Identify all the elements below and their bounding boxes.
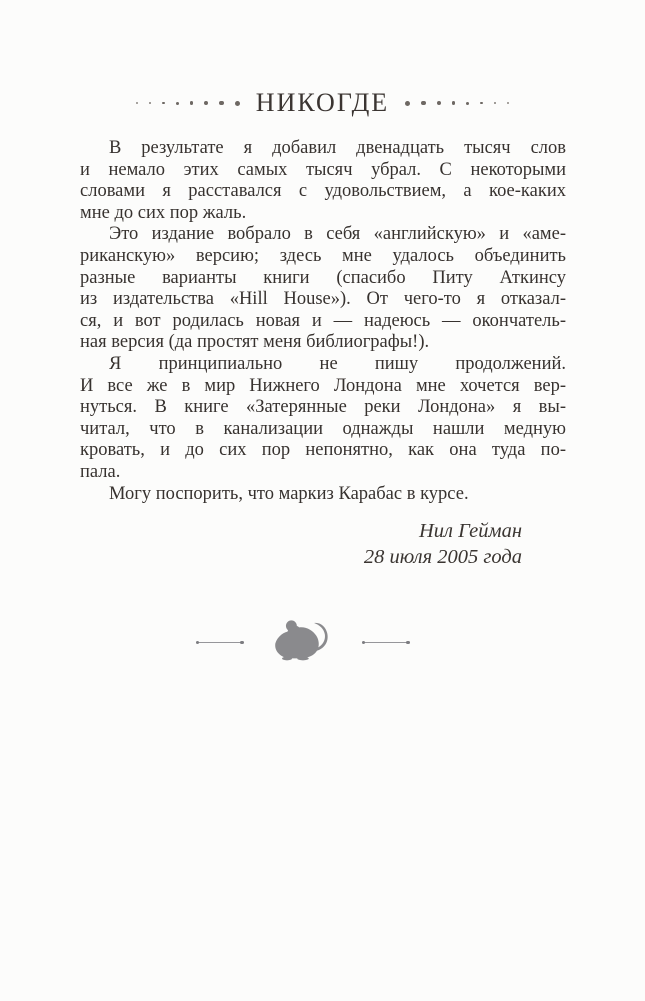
- text-line: разные варианты книги (спасибо Питу Аткинсу: [80, 267, 566, 288]
- text-line: Могу поспорить, что маркиз Карабас в курсе.: [109, 483, 469, 504]
- divider-rule-left: [197, 642, 243, 643]
- signature-date: 28 июля 2005 года: [363, 545, 522, 568]
- signature-name: Нил Гейман: [418, 520, 522, 543]
- dot: [480, 102, 483, 105]
- scene-divider: [0, 612, 645, 662]
- dot: [176, 102, 179, 105]
- dot: [405, 101, 410, 106]
- text-line: В результате я добавил двенадцать тысяч слов: [109, 138, 566, 158]
- dot: [507, 102, 509, 104]
- dot: [162, 102, 165, 105]
- text-line: ная версия (да простят меня библиографы!).: [80, 332, 430, 353]
- dot: [421, 101, 426, 106]
- running-header: [0, 88, 645, 118]
- dot: [219, 101, 224, 106]
- signature: [80, 519, 566, 570]
- text-line: риканскую» версию; здесь мне удалось объединить: [80, 245, 566, 266]
- header-dots-right: [405, 101, 509, 106]
- dot: [452, 101, 456, 105]
- paragraph: [80, 138, 566, 224]
- text-line: Я принципиально не пишу продолжений.: [109, 353, 566, 374]
- dot: [437, 101, 441, 105]
- divider-rule-right: [363, 642, 409, 643]
- dot: [235, 101, 240, 106]
- text-line: из издательства «Hill House»). От чего-то я отказал-: [80, 289, 566, 310]
- dot: [136, 102, 138, 104]
- paragraph: [80, 354, 566, 484]
- dot: [190, 101, 194, 105]
- paragraph: [80, 484, 566, 506]
- book-title: НИКОГДЕ: [255, 88, 390, 117]
- text-line: читал, что в канализации однажды нашли медную: [80, 418, 566, 439]
- text-line: словами я расставался с удовольствием, а кое-каких: [80, 181, 566, 202]
- text-line: пала.: [80, 461, 121, 482]
- dot: [466, 102, 469, 105]
- dot: [204, 101, 208, 105]
- paragraph: [80, 224, 566, 354]
- text-line: ся, и вот родилась новая и — надеюсь — окончатель-: [80, 310, 566, 331]
- text-line: мне до сих пор жаль.: [80, 202, 247, 223]
- text-line: Это издание вобрало в себя «английскую» и «аме-: [109, 224, 566, 245]
- header-dots-left: [136, 101, 240, 106]
- text-line: кровать, и до сих пор непонятно, как она туда по-: [80, 440, 566, 461]
- body-paragraphs: [80, 138, 566, 505]
- dot: [149, 102, 151, 104]
- mouse-icon: [272, 612, 334, 662]
- text-line: и немало этих самых тысяч убрал. С некоторыми: [80, 159, 566, 180]
- dot: [494, 102, 496, 104]
- text-line: И все же в мир Нижнего Лондона мне хочется вер-: [80, 375, 566, 396]
- text-block: [80, 138, 566, 570]
- text-line: нуться. В книге «Затерянные реки Лондона» я вы-: [80, 397, 566, 418]
